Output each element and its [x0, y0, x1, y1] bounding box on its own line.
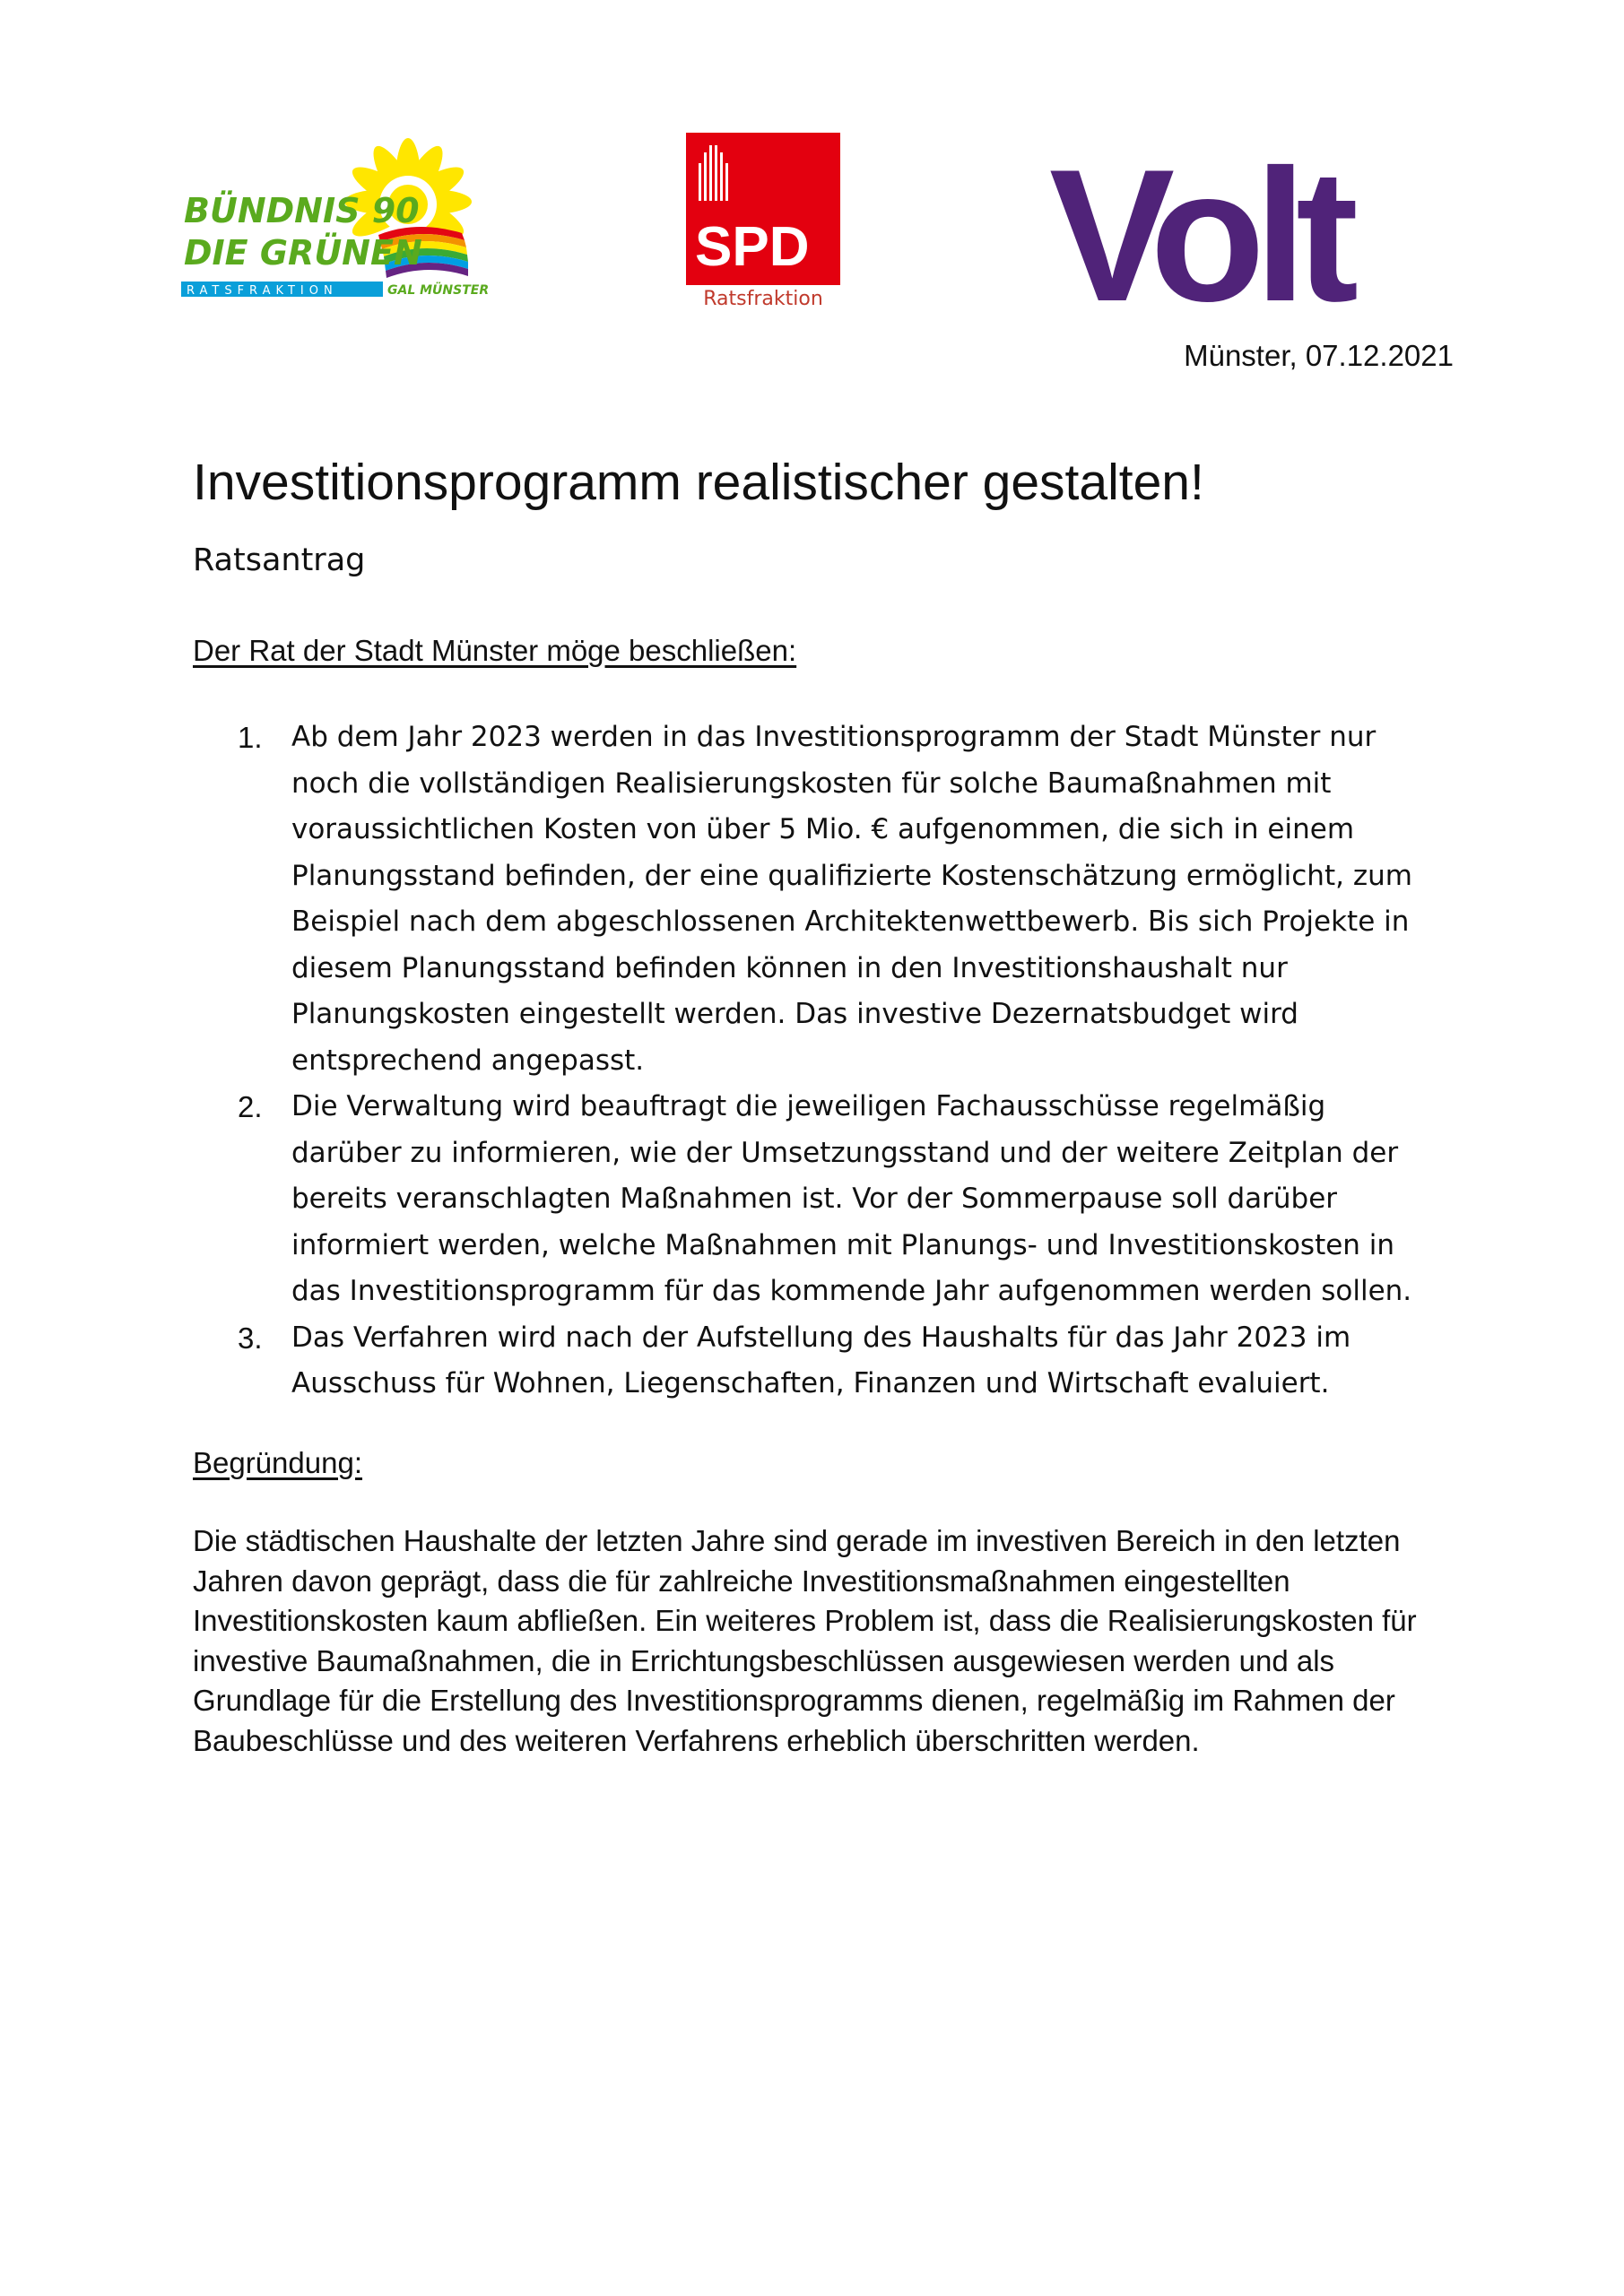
resolution-list — [238, 715, 1439, 1408]
spd-name: SPD — [695, 216, 810, 278]
gruene-ratsfraktion-logo — [179, 117, 511, 309]
list-item-text: Das Verfahren wird nach der Aufstellung des Haushalts für das Jahr 2023 im Ausschuss für Wohnen, Liegenschaften, Finanzen und Wirtschaft evaluiert. — [291, 1321, 1351, 1399]
document-type: Ratsantrag — [193, 542, 366, 578]
document-date: Münster, 07.12.2021 — [1184, 339, 1454, 372]
volt-logo — [1049, 161, 1390, 314]
gruene-sub1: RATSFRAKTION — [187, 284, 338, 298]
list-item-number: 3. — [238, 1321, 263, 1355]
list-item — [238, 1084, 1439, 1315]
list-item-number: 2. — [238, 1090, 263, 1123]
spd-sub: Ratsfraktion — [703, 288, 823, 308]
list-item-number: 1. — [238, 721, 263, 754]
page-title: Investitionsprogramm realistischer gestalten! — [193, 454, 1204, 511]
volt-name: Volt — [1049, 161, 1349, 314]
list-item-text: Ab dem Jahr 2023 werden in das Investitionsprogramm der Stadt Münster nur noch die vollständigen Realisierungskosten für solche Baumaßnahmen mit voraussichtlichen Kosten von über 5 Mio. € aufgenommen, die sich in einem Planungsstand befinden, der eine qualifizierte Kostenschätzung ermöglicht, zum Beispiel nach dem abgeschlossenen Architektenwettbewerb. Bis sich Projekte in diesem Planungsstand befinden können in den Investitionshaushalt nur Planungskosten eingestellt werden. Das investive Dezernatsbudget wird entsprechend angepasst. — [291, 721, 1412, 1077]
resolution-heading: Der Rat der Stadt Münster möge beschließen: — [193, 634, 797, 667]
list-item — [238, 1315, 1439, 1408]
gruene-sub2: GAL MÜNSTER — [387, 283, 490, 298]
reason-paragraph: Die städtischen Haushalte der letzten Jahre sind gerade im investiven Bereich in den letzten Jahren davon geprägt, dass die für zahlreiche Investitionsmaßnahmen eingestellten Investitionskosten kaum abfließen. Ein weiteres Problem ist, dass die Realisierungskosten für investive Baumaßnahmen, die in Errichtungsbeschlüssen ausgewiesen werden und als Grundlage für die Erstellung des Investitionsprogramms dienen, regelmäßig im Rahmen der Baubeschlüsse und des weiteren Verfahrens erheblich überschritten werden. — [193, 1524, 1417, 1757]
list-item-text: Die Verwaltung wird beauftragt die jeweiligen Fachausschüsse regelmäßig darüber zu informieren, wie der Umsetzungsstand und der weitere Zeitplan der bereits veranschlagten Maßnahmen ist. Vor der Sommerpause soll darüber informiert werden, welche Maßnahmen mit Planungs- und Investitionskosten in das Investitionsprogramm für das kommende Jahr aufgenommen werden sollen. — [291, 1090, 1412, 1307]
list-item — [238, 715, 1439, 1084]
reason-heading: Begründung: — [193, 1446, 362, 1479]
gruene-line2: DIE GRÜNEN — [184, 233, 422, 273]
gruene-line1: BÜNDNIS 90 — [184, 191, 420, 230]
spd-ratsfraktion-logo — [686, 133, 840, 308]
